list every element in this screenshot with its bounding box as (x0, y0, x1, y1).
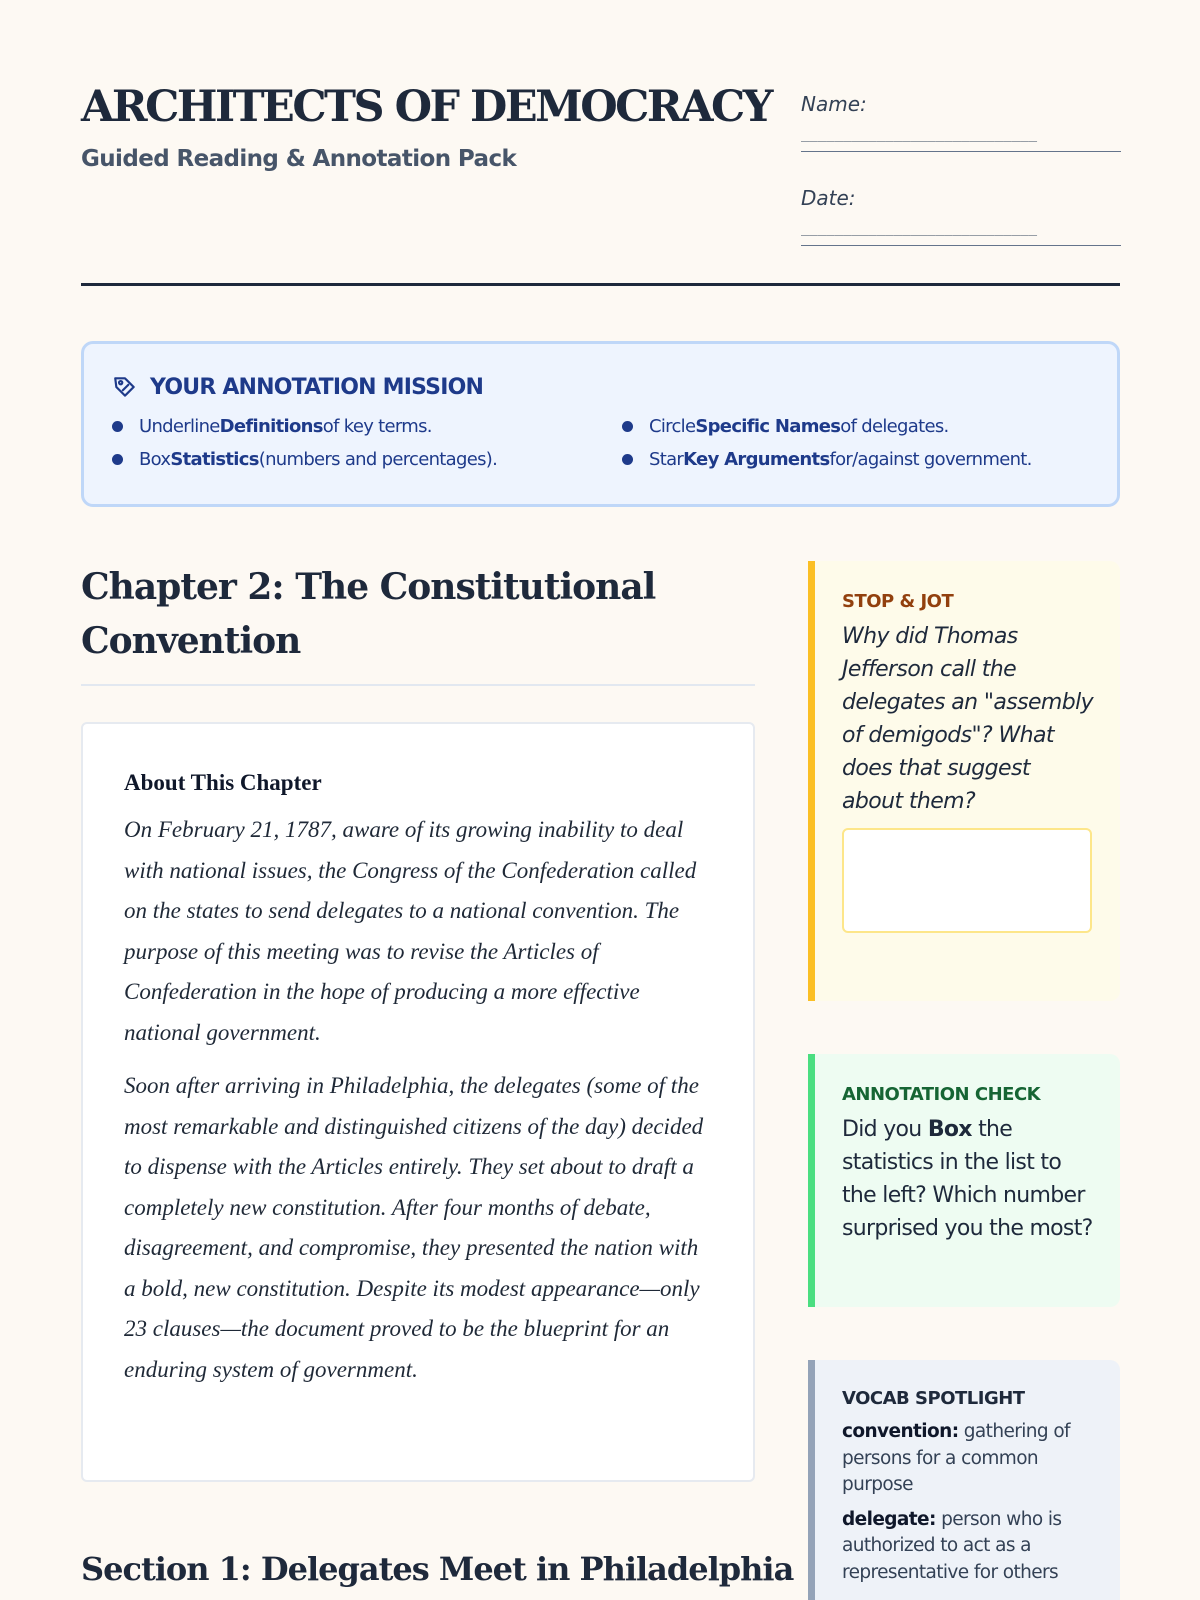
mission-item-box: Box Statistics (numbers and percentages). (112, 449, 497, 470)
bullet-icon (622, 454, 633, 465)
vocab-label: VOCAB SPOTLIGHT (842, 1388, 1025, 1409)
vocab-entry: delegate: person who is authorized to act as a representative for others (842, 1508, 1062, 1583)
header-divider (81, 283, 1120, 286)
mission-item-circle: Circle Specific Names of delegates. (622, 416, 949, 437)
chapter-title: Chapter 2: The Constitutional Convention (81, 560, 755, 686)
main-content (81, 560, 794, 1588)
mission-header (112, 374, 483, 400)
name-label: Name: (801, 92, 867, 116)
document-title: ARCHITECTS OF DEMOCRACY (81, 82, 771, 132)
mission-title: YOUR ANNOTATION MISSION (150, 374, 484, 400)
about-heading: About This Chapter (124, 770, 322, 795)
check-label: ANNOTATION CHECK (842, 1084, 1041, 1105)
pencil-tag-icon (112, 374, 138, 400)
stop-and-jot-card (808, 561, 1120, 1001)
about-chapter-card (81, 722, 755, 1482)
bullet-icon (112, 421, 123, 432)
vocab-entry: convention: gathering of persons for a common purpose (842, 1421, 1070, 1495)
bullet-icon (622, 421, 633, 432)
name-field[interactable]: ____________________________ (801, 124, 1121, 152)
section-title: Section 1: Delegates Meet in Philadelphia (81, 1550, 794, 1588)
bullet-icon (112, 454, 123, 465)
answer-box[interactable] (842, 828, 1092, 933)
date-label: Date: (801, 186, 856, 210)
student-info (801, 90, 1123, 246)
annotation-mission-box (81, 341, 1120, 507)
date-field[interactable]: ____________________________ (801, 218, 1121, 246)
vocab-spotlight-card (808, 1360, 1120, 1600)
about-paragraph: On February 21, 1787, aware of its growing inability to deal with national issues, the Congress of the Confederation called on the states to send delegates to a national convention. The purpose of this meeting was to revise the Articles of Confederation in the hope of producing a more effective national government. (124, 817, 697, 1045)
check-prompt: Did you Box the statistics in the list to the left? Which number surprised you the most? (842, 1117, 1093, 1241)
annotation-check-card (808, 1054, 1120, 1307)
document-subtitle: Guided Reading & Annotation Pack (81, 146, 517, 172)
page-header (81, 82, 1120, 288)
about-paragraph: Soon after arriving in Philadelphia, the delegates (some of the most remarkable and distinguished citizens of the day) decided to dispense with the Articles entirely. They set about to draft a completely new constitution. After four months of debate, disagreement, and compromise, they presented the nation with a bold, new constitution. Despite its modest appearance—only 23 clauses—the document proved to be the blueprint for an enduring system of government. (124, 1073, 704, 1382)
mission-item-underline: Underline Definitions of key terms. (112, 416, 432, 437)
stop-label: STOP & JOT (842, 591, 954, 612)
stop-question: Why did Thomas Jefferson call the delegates an "assembly of demigods"? What does that suggest about them? (842, 624, 1094, 814)
mission-item-star: Star Key Arguments for/against government. (622, 449, 1032, 470)
